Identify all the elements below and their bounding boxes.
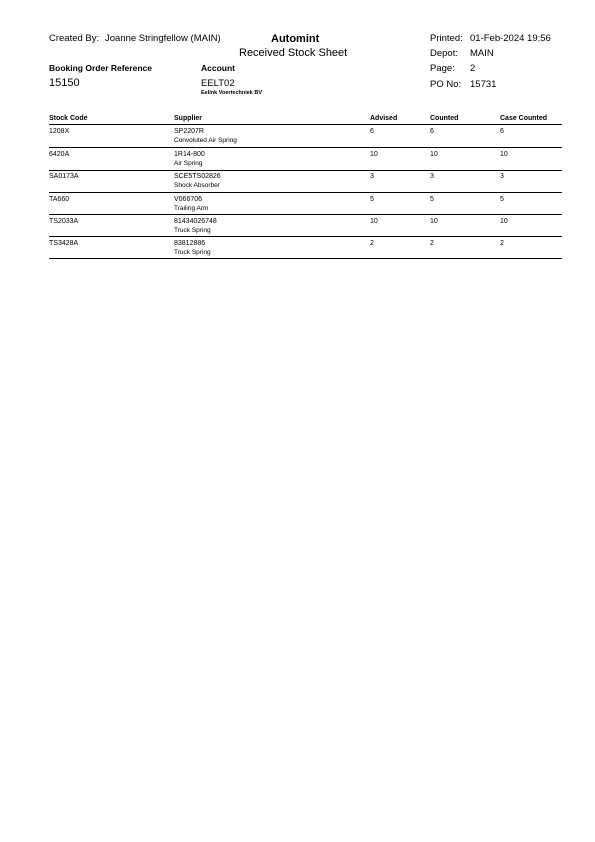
supplier-code-cell: 1R14-800	[174, 151, 205, 158]
supplier-code-cell: 81434026748	[174, 218, 217, 225]
header-divider	[49, 124, 562, 125]
row-divider	[49, 214, 562, 215]
counted-cell: 3	[430, 173, 434, 180]
description-cell: Truck Spring	[174, 249, 211, 256]
description-cell: Trailing Arm	[174, 205, 209, 212]
account-name: Eelink Voertechniek BV	[201, 90, 263, 96]
advised-cell: 5	[370, 196, 374, 203]
depot-label: Depot:	[430, 48, 458, 59]
advised-cell: 3	[370, 173, 374, 180]
supplier-code-cell: SP2207R	[174, 128, 204, 135]
booking-order-label: Booking Order Reference	[49, 63, 152, 73]
po-value: 15731	[470, 79, 497, 90]
stock-code-cell: TS3428A	[49, 240, 79, 247]
col-supplier: Supplier	[174, 115, 203, 122]
page-value: 2	[470, 63, 476, 74]
advised-cell: 10	[370, 218, 378, 225]
created-by-value: Joanne Stringfellow (MAIN)	[105, 33, 221, 44]
counted-cell: 6	[430, 128, 434, 135]
description-cell: Truck Spring	[174, 227, 211, 234]
row-divider	[49, 258, 562, 259]
page-label: Page:	[430, 63, 455, 74]
col-stock-code: Stock Code	[49, 115, 88, 122]
case-counted-cell: 10	[500, 151, 508, 158]
stock-code-cell: 1208X	[49, 128, 70, 135]
case-counted-cell: 5	[500, 196, 504, 203]
advised-cell: 2	[370, 240, 374, 247]
depot-value: MAIN	[470, 48, 494, 59]
advised-cell: 10	[370, 151, 378, 158]
printed-label: Printed:	[430, 33, 463, 44]
advised-cell: 6	[370, 128, 374, 135]
case-counted-cell: 10	[500, 218, 508, 225]
report-title: Received Stock Sheet	[239, 47, 348, 59]
counted-cell: 10	[430, 218, 438, 225]
account-label: Account	[201, 63, 235, 73]
case-counted-cell: 6	[500, 128, 504, 135]
col-case-counted: Case Counted	[500, 115, 548, 122]
description-cell: Air Spring	[174, 160, 203, 167]
row-divider	[49, 192, 562, 193]
row-divider	[49, 236, 562, 237]
stock-code-cell: TA660	[49, 196, 70, 203]
col-advised: Advised	[370, 115, 398, 122]
created-by-label: Created By:	[49, 33, 100, 44]
stock-code-cell: 6420A	[49, 151, 70, 158]
stock-code-cell: SA0173A	[49, 173, 79, 180]
counted-cell: 2	[430, 240, 434, 247]
row-divider	[49, 147, 562, 148]
row-divider	[49, 170, 562, 171]
counted-cell: 10	[430, 151, 438, 158]
printed-value: 01-Feb-2024 19:56	[470, 33, 551, 44]
supplier-code-cell: 83812886	[174, 240, 206, 247]
col-counted: Counted	[430, 115, 459, 122]
booking-order-value: 15150	[49, 77, 80, 89]
case-counted-cell: 3	[500, 173, 504, 180]
stock-code-cell: TS2033A	[49, 218, 79, 225]
supplier-code-cell: SCE5TS02826	[174, 173, 221, 180]
description-cell: Shock Absorber	[174, 182, 220, 189]
description-cell: Convoluted Air Spring	[174, 137, 237, 144]
counted-cell: 5	[430, 196, 434, 203]
account-code: EELT02	[201, 78, 235, 89]
case-counted-cell: 2	[500, 240, 504, 247]
po-label: PO No:	[430, 79, 462, 90]
supplier-code-cell: V066706	[174, 196, 203, 203]
company-name: Automint	[271, 33, 320, 45]
